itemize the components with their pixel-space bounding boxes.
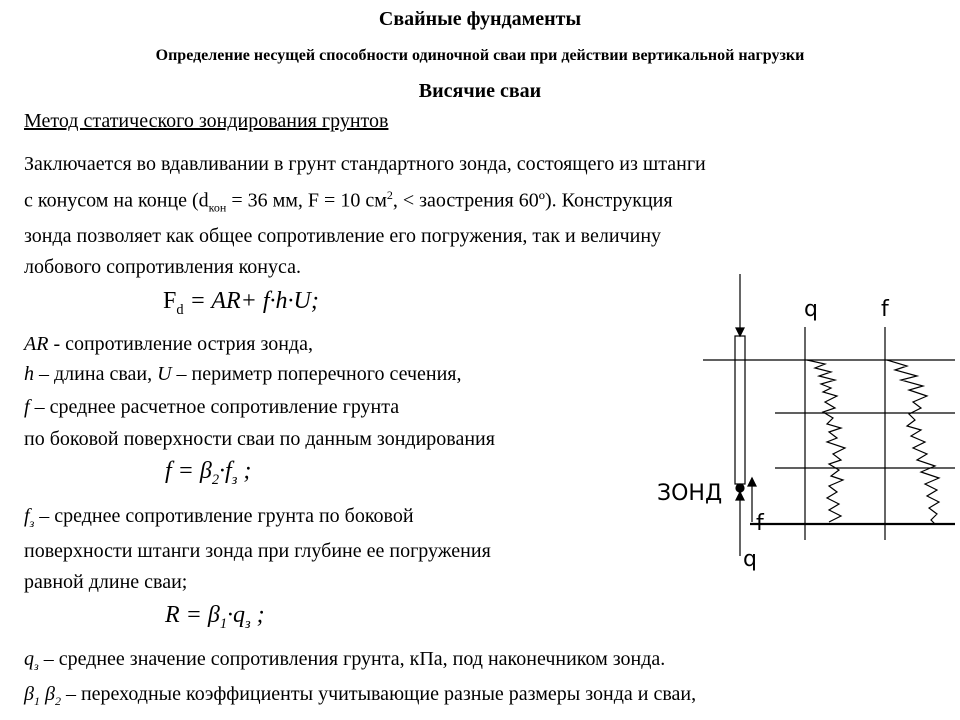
paragraph-line-4: лобового сопротивления конуса. (24, 256, 301, 278)
f-side-label: f (756, 511, 764, 536)
q-top-label: q (804, 297, 818, 322)
sounding-diagram (655, 272, 955, 572)
definition-qz: $q_з$ – среднее значение сопротивления грунта, кПа, под наконечником зонда. (24, 648, 666, 673)
definition-ar: AR - сопротивление острия зонда, (24, 333, 313, 355)
definition-fz: $f_з$ – среднее сопротивление грунта по боковой (24, 505, 414, 530)
definition-h-u: h – длина сваи, U – периметр поперечного сечения, (24, 363, 462, 385)
definition-beta: $\beta_1$ $\beta_2$ – переходные коэффициенты учитывающие разные размеры зонда и сваи, (24, 683, 697, 708)
slide-subtitle: Определение несущей способности одиночной сваи при действии вертикальной нагрузки (155, 47, 805, 64)
paragraph-line-2: с конусом на конце ($d_{кон} = 36$ мм, F = 10 $см^2$, < заострения 60º). Конструкция (24, 188, 673, 215)
paragraph-line-1: Заключается во вдавливании в грунт стандартного зонда, состоящего из штанги (24, 153, 706, 175)
formula-r: $R = \beta_1\cdot q_з$ ; (165, 602, 265, 632)
paragraph-line-3: зонда позволяет как общее сопротивление его погружения, так и величину (24, 225, 662, 247)
f-top-label: f (881, 297, 889, 322)
formula-f: $f = \beta_2\cdot f_з$ ; (165, 458, 252, 488)
section-heading: Висячие сваи (418, 80, 542, 102)
method-heading: Метод статического зондирования грунтов (24, 110, 389, 132)
f-curve (887, 360, 939, 524)
q-bottom-label: q (743, 547, 757, 572)
q-curve (807, 360, 845, 522)
f-arrow-head (748, 478, 756, 486)
formula-fd: $F_d = AR+ f\cdot h\cdot U$; (163, 288, 319, 318)
definition-fz-line3: равной длине сваи; (24, 571, 188, 593)
zond-label: ЗОНД (657, 481, 723, 506)
q-arrow-head (736, 492, 744, 500)
probe-rod (735, 336, 745, 484)
definition-f-cont: по боковой поверхности сваи по данным зондирования (24, 428, 495, 450)
slide-title: Свайные фундаменты (378, 8, 582, 30)
load-arrow-head (736, 328, 744, 336)
definition-fz-line2: поверхности штанги зонда при глубине ее погружения (24, 540, 491, 562)
definition-f: f – среднее расчетное сопротивление грунта (24, 396, 400, 418)
